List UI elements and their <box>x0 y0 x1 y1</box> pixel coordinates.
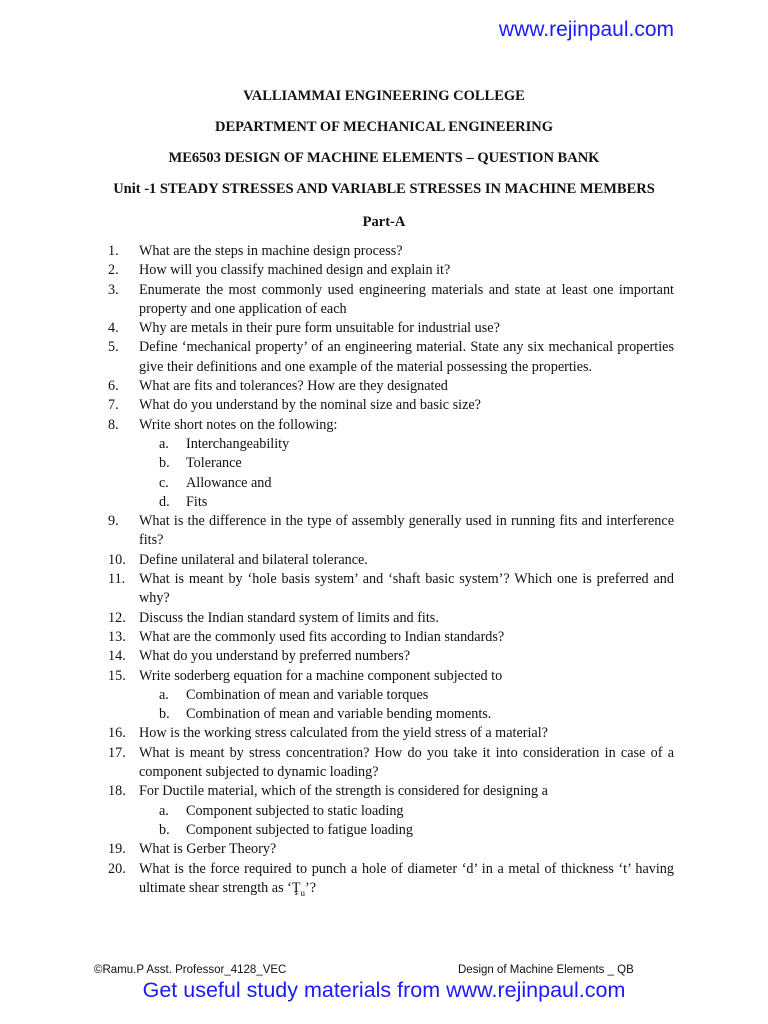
question-text: What are the commonly used fits according to Indian standards? <box>139 628 505 645</box>
shear-strength-symbol: Ţ <box>291 879 301 896</box>
sub-question-text: Combination of mean and variable torques <box>186 686 429 703</box>
question-item <box>108 628 674 647</box>
department-name: DEPARTMENT OF MECHANICAL ENGINEERING <box>215 119 553 135</box>
sub-question-item <box>108 435 674 454</box>
question-number: 7. <box>108 397 119 414</box>
question-number: 5. <box>108 339 119 356</box>
question-item <box>108 396 674 415</box>
sub-question-item <box>108 705 674 724</box>
sub-question-item <box>108 454 674 473</box>
question-text: Why are metals in their pure form unsuitable for industrial use? <box>139 320 500 337</box>
sub-question-item <box>108 474 674 493</box>
sub-question-text: Tolerance <box>186 455 242 472</box>
sub-question-text: Component subjected to fatigue loading <box>186 821 413 838</box>
question-item <box>108 242 674 261</box>
sub-question-item <box>108 686 674 705</box>
question-item <box>108 667 674 686</box>
part-title: Part-A <box>362 214 406 230</box>
question-item <box>108 724 674 743</box>
question-text: What are fits and tolerances? How are they designated <box>139 378 448 395</box>
question-text: What is meant by ‘hole basis system’ and ‘shaft basic system’? Which one is preferred and why? <box>139 571 674 607</box>
sub-question-letter: a. <box>159 435 169 452</box>
question-item <box>108 609 674 628</box>
question-item <box>108 281 674 320</box>
sub-question-letter: d. <box>159 493 170 510</box>
question-number: 16. <box>108 725 126 742</box>
sub-question-item <box>108 493 674 512</box>
sub-question-letter: c. <box>159 474 169 491</box>
sub-question-item <box>108 821 674 840</box>
question-item <box>108 338 674 377</box>
question-item <box>108 512 674 551</box>
question-text: Write short notes on the following: <box>139 416 338 433</box>
question-item <box>108 416 674 435</box>
website-link-bottom[interactable]: Get useful study materials from www.rejinpaul.com <box>142 978 626 1002</box>
question-number: 10. <box>108 551 126 568</box>
question-number: 13. <box>108 628 126 645</box>
question-list <box>108 242 674 903</box>
sub-question-text: Interchangeability <box>186 435 290 452</box>
question-number: 20. <box>108 860 126 877</box>
question-number: 14. <box>108 648 126 665</box>
sub-question-text: Fits <box>186 493 208 510</box>
question-text: Enumerate the most commonly used engineering materials and state at least one important property and one application of each <box>139 281 674 317</box>
question-text: For Ductile material, which of the strength is considered for designing a <box>139 783 548 800</box>
question-text: What are the steps in machine design process? <box>139 243 403 259</box>
college-name: VALLIAMMAI ENGINEERING COLLEGE <box>243 88 525 104</box>
question-number: 12. <box>108 609 126 626</box>
question-number: 4. <box>108 320 119 337</box>
question-text: What is the difference in the type of assembly generally used in running fits and interference fits? <box>139 513 674 549</box>
course-title: ME6503 DESIGN OF MACHINE ELEMENTS – QUESTION BANK <box>168 150 600 166</box>
symbol-subscript: u <box>300 887 306 898</box>
question-number: 11. <box>108 571 126 588</box>
footer-author: ©Ramu.P Asst. Professor_4128_VEC <box>94 964 287 976</box>
question-item <box>108 570 674 609</box>
question-number: 2. <box>108 262 119 279</box>
question-item <box>108 744 674 783</box>
question-item <box>108 840 674 859</box>
question-number: 15. <box>108 667 126 684</box>
question-text: How will you classify machined design and explain it? <box>139 262 451 279</box>
question-text: What is Gerber Theory? <box>139 841 277 858</box>
question-item <box>108 860 674 903</box>
question-number: 8. <box>108 416 119 433</box>
question-text: What do you understand by the nominal size and basic size? <box>139 397 481 414</box>
question-item <box>108 647 674 666</box>
question-text: Define unilateral and bilateral tolerance. <box>139 551 368 568</box>
question-item <box>108 782 674 801</box>
question-number: 3. <box>108 281 119 298</box>
question-number: 9. <box>108 513 119 530</box>
question-text <box>139 860 674 903</box>
sub-question-text: Allowance and <box>186 474 272 491</box>
question-item <box>108 551 674 570</box>
unit-title: Unit -1 STEADY STRESSES AND VARIABLE STRESSES IN MACHINE MEMBERS <box>113 181 655 197</box>
question-number: 19. <box>108 841 126 858</box>
sub-question-text: Combination of mean and variable bending moments. <box>186 706 492 723</box>
question-text: How is the working stress calculated from the yield stress of a material? <box>139 725 548 742</box>
question-text: What do you understand by preferred numbers? <box>139 648 411 665</box>
sub-question-text: Component subjected to static loading <box>186 802 404 819</box>
footer-title: Design of Machine Elements _ QB <box>458 964 634 976</box>
question-number: 18. <box>108 783 126 800</box>
sub-question-letter: b. <box>159 455 170 472</box>
question-text: Write soderberg equation for a machine component subjected to <box>139 667 503 684</box>
sub-question-letter: a. <box>159 686 169 703</box>
question-text-part: What is the force required to punch a hole of diameter ‘d’ in a metal of thickness ‘t’ having ultimate shear strength as ‘ <box>139 860 674 896</box>
question-text: Define ‘mechanical property’ of an engineering material. State any six mechanical properties give their definitions and one example of the material possessing the properties. <box>139 339 674 375</box>
question-number: 17. <box>108 744 126 761</box>
question-number: 1. <box>108 243 119 259</box>
sub-question-item <box>108 802 674 821</box>
sub-question-letter: a. <box>159 802 169 819</box>
website-link-top[interactable]: www.rejinpaul.com <box>498 18 674 41</box>
sub-question-letter: b. <box>159 706 170 723</box>
question-item <box>108 319 674 338</box>
question-text-part: ’? <box>305 879 317 896</box>
question-item <box>108 261 674 280</box>
sub-question-letter: b. <box>159 821 170 838</box>
question-number: 6. <box>108 378 119 395</box>
question-item <box>108 377 674 396</box>
question-text: What is meant by stress concentration? How do you take it into consideration in case of a component subjected to dynamic loading? <box>139 744 674 781</box>
question-text: Discuss the Indian standard system of limits and fits. <box>139 609 439 626</box>
